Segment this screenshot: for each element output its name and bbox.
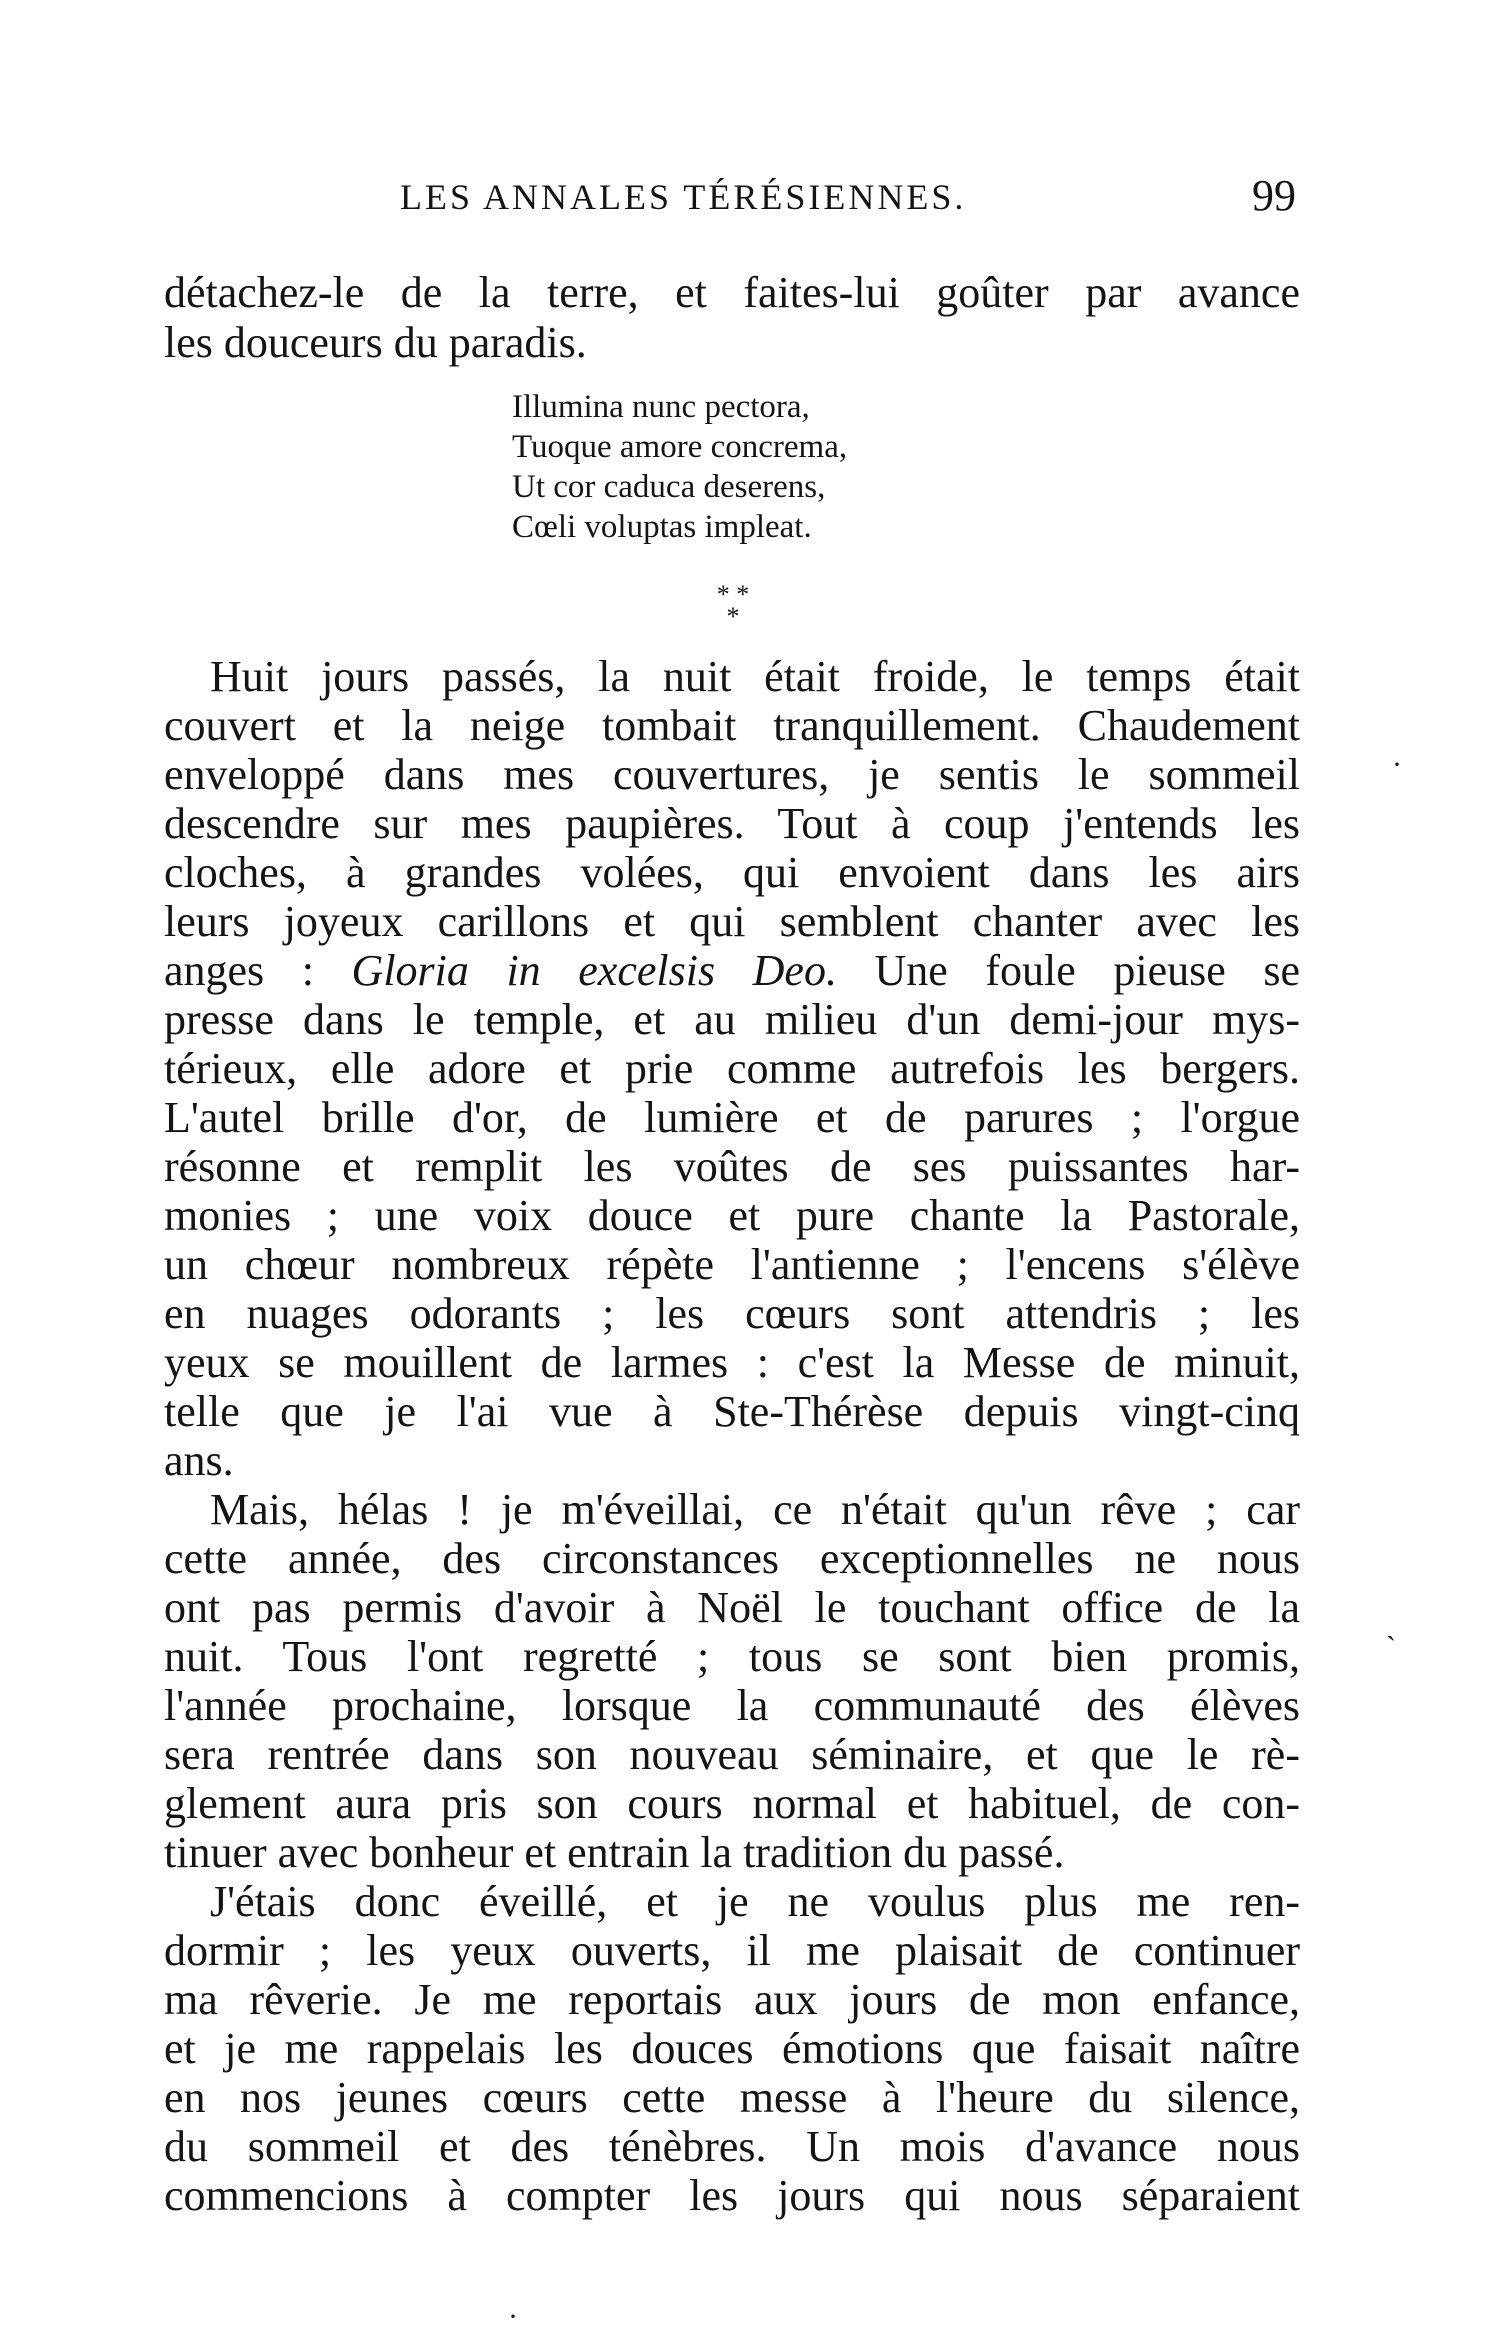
text-line: leurs joyeux carillons et qui semblent chanter avec les — [164, 897, 1300, 946]
text-line: descendre sur mes paupières. Tout à coup j'entends les — [164, 799, 1300, 848]
text-line: commencions à compter les jours qui nous séparaient — [164, 2171, 1300, 2220]
text-line: J'étais donc éveillé, et je ne voulus plus me ren- — [210, 1877, 1300, 1926]
text-line: térieux, elle adore et prie comme autrefois les bergers. — [164, 1044, 1300, 1093]
text-line: cloches, à grandes volées, qui envoient dans les airs — [164, 848, 1300, 897]
text-span: Une foule pieuse se — [836, 946, 1300, 995]
text-line: du sommeil et des ténèbres. Un mois d'avance nous — [164, 2122, 1300, 2171]
text-line: Huit jours passés, la nuit était froide, le temps était — [210, 652, 1300, 701]
text-line: les douceurs du paradis. — [164, 318, 587, 367]
text-line-with-italic — [164, 946, 1300, 996]
text-line: dormir ; les yeux ouverts, il me plaisait de continuer — [164, 1926, 1300, 1975]
text-span: anges : — [164, 946, 352, 995]
page-number: 99 — [1252, 171, 1296, 220]
verse-line: Tuoque amore concrema, — [512, 429, 848, 465]
text-line: un chœur nombreux répète l'antienne ; l'encens s'élève — [164, 1240, 1300, 1289]
section-separator — [698, 580, 768, 631]
text-line: sera rentrée dans son nouveau séminaire, et que le rè- — [164, 1730, 1300, 1779]
text-line: en nos jeunes cœurs cette messe à l'heure du silence, — [164, 2073, 1300, 2122]
text-line: nuit. Tous l'ont regretté ; tous se sont bien promis, — [164, 1632, 1300, 1681]
text-line: presse dans le temple, et au milieu d'un demi-jour mys- — [164, 995, 1300, 1044]
text-line: en nuages odorants ; les cœurs sont attendris ; les — [164, 1289, 1300, 1338]
verse-line: Cœli voluptas impleat. — [512, 509, 812, 545]
text-line: monies ; une voix douce et pure chante la Pastorale, — [164, 1191, 1300, 1240]
text-line: détachez-le de la terre, et faites-lui goûter par avance — [164, 268, 1300, 317]
verse-line: Ut cor caduca deserens, — [512, 469, 826, 505]
print-speck: · — [508, 2300, 518, 2333]
print-speck: ˏ — [1386, 1608, 1396, 1641]
running-title: LES ANNALES TÉRÉSIENNES. — [400, 177, 967, 217]
text-line: enveloppé dans mes couvertures, je sentis le sommeil — [164, 750, 1300, 799]
separator-top: * * — [716, 580, 750, 609]
print-speck: · — [1392, 748, 1402, 781]
text-line: ans. — [164, 1436, 234, 1485]
text-line: couvert et la neige tombait tranquillement. Chaudement — [164, 701, 1300, 750]
text-line: glement aura pris son cours normal et habituel, de con- — [164, 1779, 1300, 1828]
text-line: l'année prochaine, lorsque la communauté des élèves — [164, 1681, 1300, 1730]
text-line: telle que je l'ai vue à Ste-Thérèse depuis vingt-cinq — [164, 1387, 1300, 1436]
text-line: et je me rappelais les douces émotions que faisait naître — [164, 2024, 1300, 2073]
text-line: ont pas permis d'avoir à Noël le touchant office de la — [164, 1583, 1300, 1632]
text-line: tinuer avec bonheur et entrain la tradition du passé. — [164, 1828, 1065, 1877]
text-line: ma rêverie. Je me reportais aux jours de mon enfance, — [164, 1975, 1300, 2024]
text-line: cette année, des circonstances exceptionnelles ne nous — [164, 1534, 1300, 1583]
text-line: L'autel brille d'or, de lumière et de parures ; l'orgue — [164, 1093, 1300, 1142]
text-line: yeux se mouillent de larmes : c'est la Messe de minuit, — [164, 1338, 1300, 1387]
text-line: résonne et remplit les voûtes de ses puissantes har- — [164, 1142, 1300, 1191]
latin-quote: Gloria in excelsis Deo. — [351, 946, 837, 995]
separator-bottom: * — [726, 602, 740, 631]
text-line: Mais, hélas ! je m'éveillai, ce n'était qu'un rêve ; car — [210, 1485, 1300, 1534]
verse-line: Illumina nunc pectora, — [512, 389, 810, 425]
